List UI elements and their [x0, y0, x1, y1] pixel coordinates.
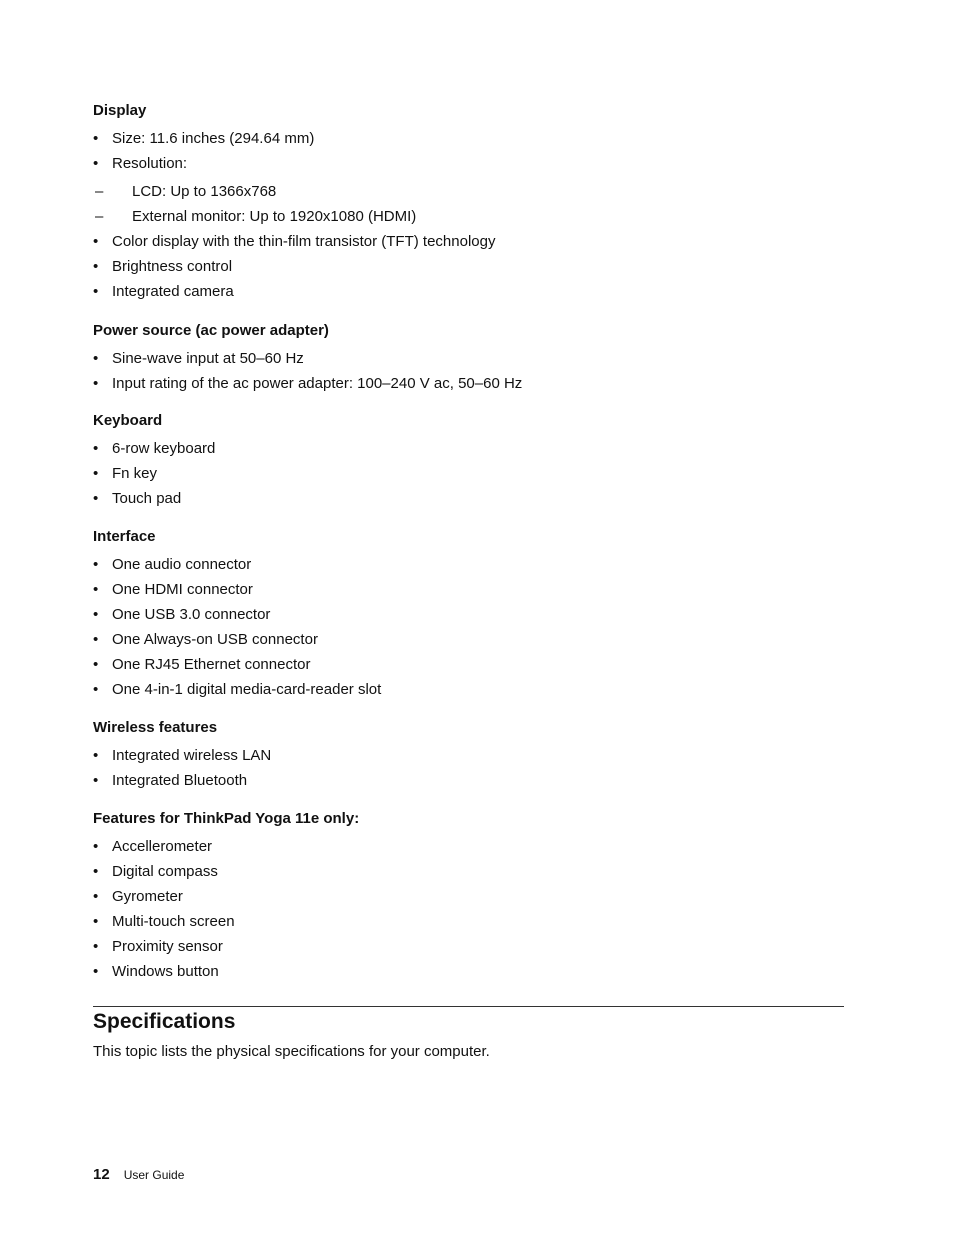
list-item: • Size: 11.6 inches (294.64 mm) — [93, 130, 844, 148]
list-item: • Multi-touch screen — [93, 913, 844, 931]
list-item: • One USB 3.0 connector — [93, 606, 844, 624]
specifications-intro: This topic lists the physical specifications for your computer. — [93, 1043, 490, 1060]
list-item-text: Resolution: — [112, 155, 188, 172]
section-keyboard — [93, 412, 844, 508]
section-yoga-features — [93, 810, 844, 981]
list-item: • One Always-on USB connector — [93, 631, 844, 649]
list-item: • 6-row keyboard — [93, 440, 844, 458]
list-item — [93, 155, 844, 226]
list-item: • Digital compass — [93, 863, 844, 881]
page-number: 12 — [93, 1166, 110, 1183]
section-power-source — [93, 322, 844, 393]
bullet-list — [93, 350, 844, 393]
bullet-list — [93, 747, 844, 790]
section-interface — [93, 528, 844, 699]
guide-label: User Guide — [123, 1168, 185, 1182]
page-footer — [93, 1166, 184, 1184]
list-item: • One 4-in-1 digital media-card-reader slot — [93, 681, 844, 699]
list-item: • One HDMI connector — [93, 581, 844, 599]
list-item: • Touch pad — [93, 490, 844, 508]
list-item: • Gyrometer — [93, 888, 844, 906]
sub-list-item: – LCD: Up to 1366x768 — [93, 183, 844, 201]
section-heading: Features for ThinkPad Yoga 11e only: — [93, 810, 360, 827]
sub-list-item: – External monitor: Up to 1920x1080 (HDMI) — [93, 208, 844, 226]
list-item: • Color display with the thin-film transistor (TFT) technology — [93, 233, 844, 251]
list-item: • Brightness control — [93, 258, 844, 276]
section-divider — [93, 1006, 844, 1007]
list-item: • Fn key — [93, 465, 844, 483]
section-heading: Interface — [93, 528, 156, 545]
section-heading: Power source (ac power adapter) — [93, 322, 329, 339]
sub-list — [112, 183, 844, 226]
list-item: • Integrated camera — [93, 283, 844, 301]
section-wireless-features — [93, 719, 844, 790]
list-item: • Integrated wireless LAN — [93, 747, 844, 765]
bullet-list — [93, 130, 844, 301]
list-item: • Integrated Bluetooth — [93, 772, 844, 790]
bullet-list — [93, 440, 844, 508]
bullet-list — [93, 556, 844, 699]
list-item: • Accellerometer — [93, 838, 844, 856]
list-item: • Windows button — [93, 963, 844, 981]
list-item: • Input rating of the ac power adapter: 100–240 V ac, 50–60 Hz — [93, 375, 844, 393]
list-item: • Sine-wave input at 50–60 Hz — [93, 350, 844, 368]
list-item: • Proximity sensor — [93, 938, 844, 956]
section-display — [93, 102, 844, 301]
specifications-heading: Specifications — [93, 1010, 236, 1033]
section-heading: Display — [93, 102, 147, 119]
section-heading: Wireless features — [93, 719, 218, 736]
bullet-list — [93, 838, 844, 981]
list-item: • One audio connector — [93, 556, 844, 574]
section-heading: Keyboard — [93, 412, 163, 429]
list-item: • One RJ45 Ethernet connector — [93, 656, 844, 674]
